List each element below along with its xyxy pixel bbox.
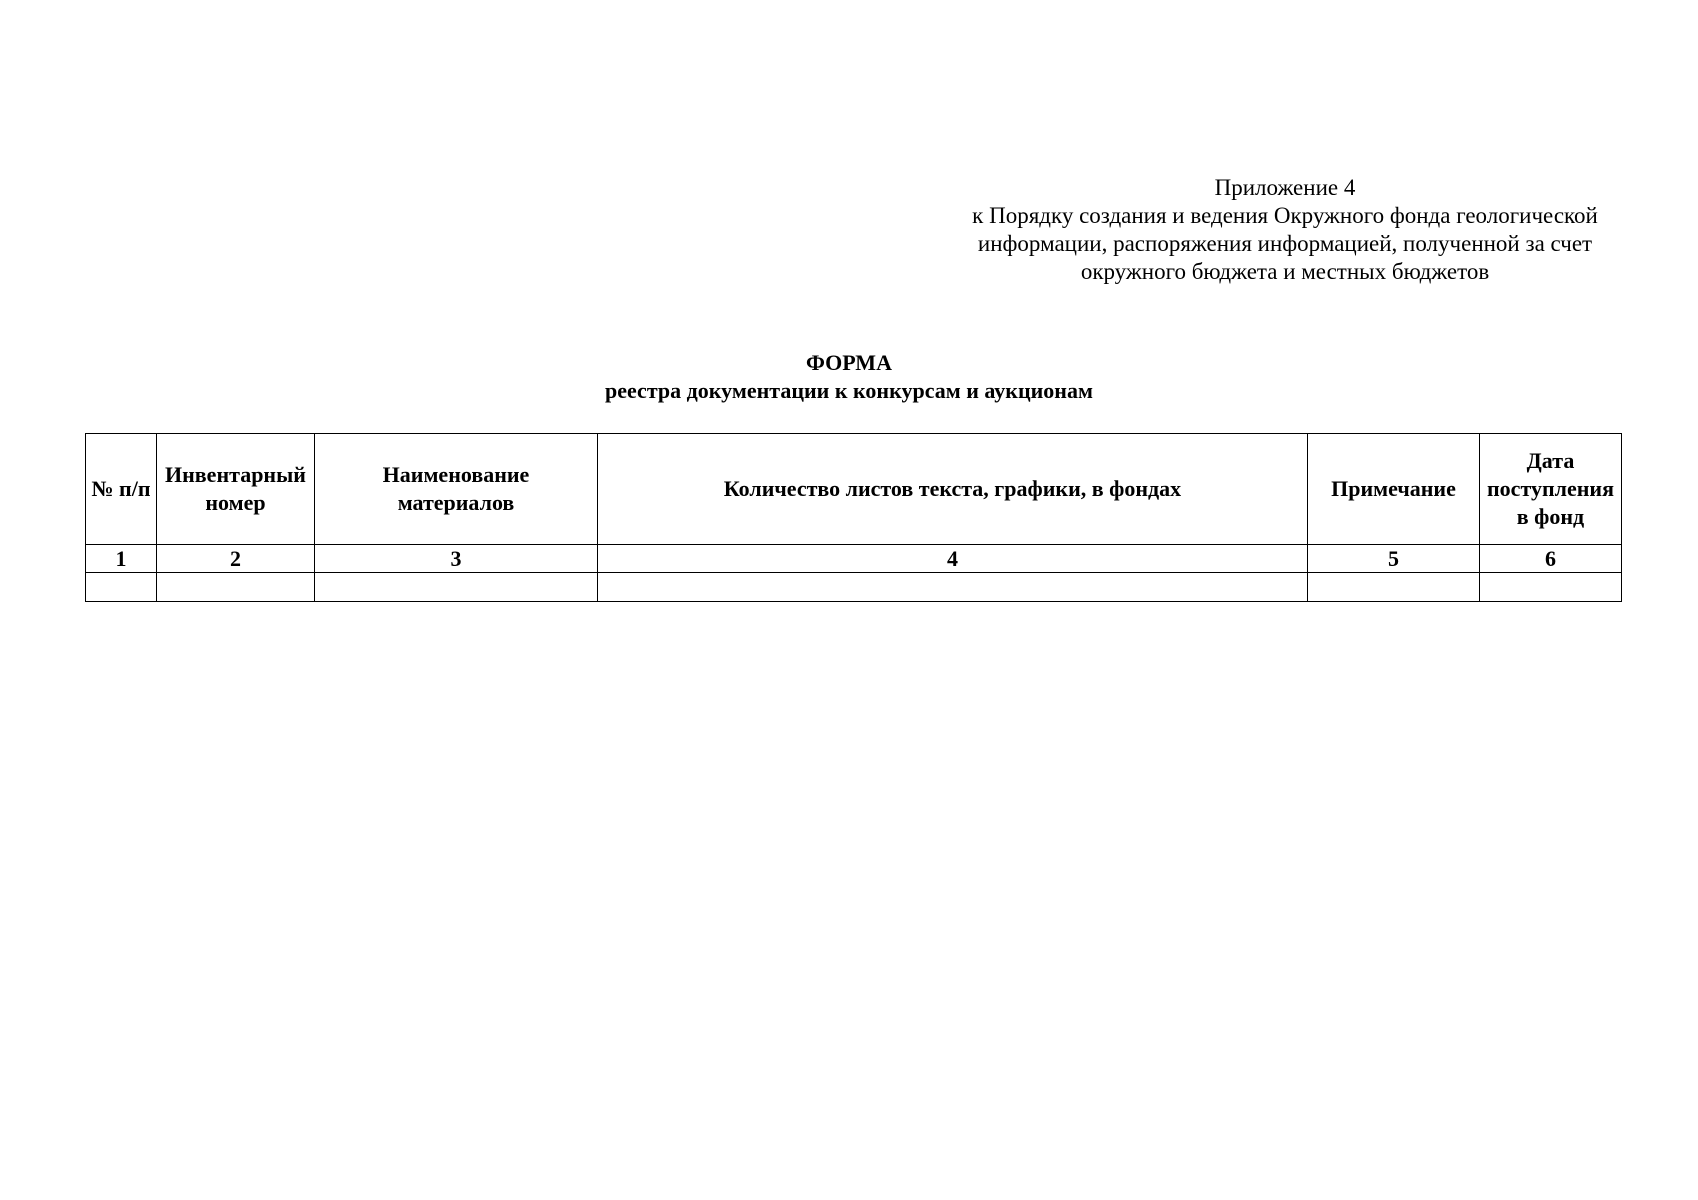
table-cell: [1480, 573, 1622, 602]
column-number-cell: 6: [1480, 545, 1622, 573]
header-cell-inventory-number: Инвентарный номер: [157, 434, 315, 545]
form-title-block: [0, 349, 1698, 405]
table-cell: [1308, 573, 1480, 602]
appendix-line-4: окружного бюджета и местных бюджетов: [1080, 259, 1490, 284]
header-cell-note: Примечание: [1308, 434, 1480, 545]
column-number-cell: 5: [1308, 545, 1480, 573]
column-number-cell: 1: [86, 545, 157, 573]
header-cell-sheet-count: Количество листов текста, графики, в фондах: [598, 434, 1308, 545]
form-title: ФОРМА: [806, 350, 892, 375]
appendix-header: [930, 174, 1640, 286]
register-table: [85, 433, 1622, 602]
header-row: [86, 434, 1622, 545]
column-number-cell: 2: [157, 545, 315, 573]
table-cell: [157, 573, 315, 602]
form-subtitle: реестра документации к конкурсам и аукционам: [605, 378, 1093, 403]
header-cell-receipt-date: Дата поступления в фонд: [1480, 434, 1622, 545]
header-cell-materials-name: Наименование материалов: [315, 434, 598, 545]
appendix-line-1: Приложение 4: [1214, 175, 1356, 200]
column-number-row: [86, 545, 1622, 573]
header-cell-number: № п/п: [86, 434, 157, 545]
table-cell: [598, 573, 1308, 602]
appendix-line-2: к Порядку создания и ведения Окружного фонда геологической: [972, 203, 1598, 228]
table-row: [86, 573, 1622, 602]
table-cell: [315, 573, 598, 602]
appendix-line-3: информации, распоряжения информацией, полученной за счет: [977, 231, 1593, 256]
column-number-cell: 3: [315, 545, 598, 573]
column-number-cell: 4: [598, 545, 1308, 573]
table-cell: [86, 573, 157, 602]
